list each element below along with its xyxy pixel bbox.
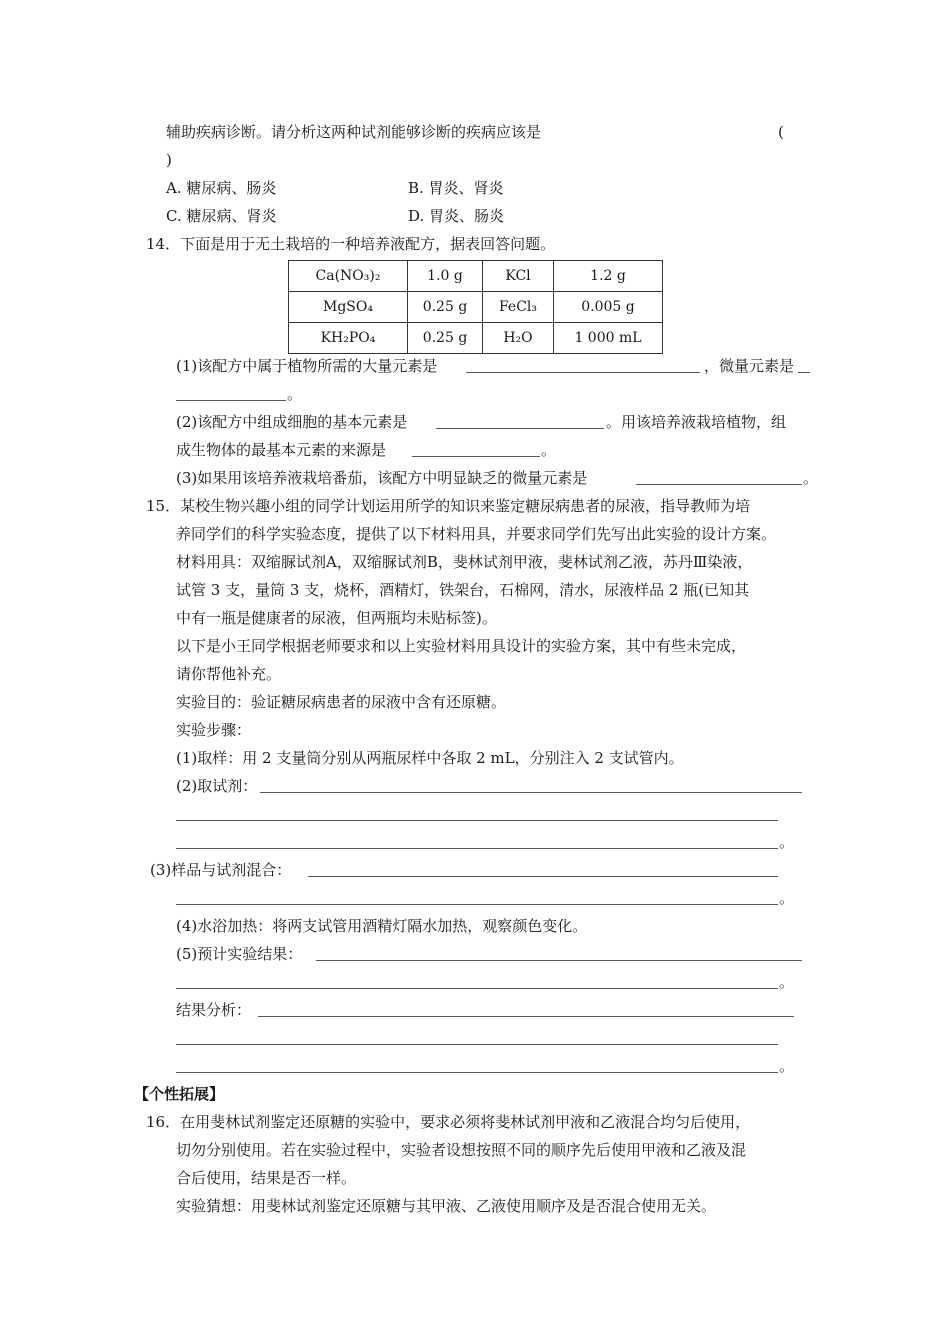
q14-sub2-text2: 。用该培养液栽培植物，组 <box>606 413 787 431</box>
q13-stem-line: 辅助疾病诊断。请分析这两种试剂能够诊断的疾病应该是 <box>166 123 542 141</box>
q16-line: 切勿分别使用。若在实验过程中，实验者设想按照不同的顺序先后使用甲液和乙液及混 <box>176 1141 747 1159</box>
q13-option-d: D. 胃炎、肠炎 <box>408 207 505 225</box>
q15-step1: (1)取样：用 2 支量筒分别从两瓶尿样中各取 2 mL，分别注入 2 支试管内。 <box>176 749 684 767</box>
q15-aim: 实验目的：验证糖尿病患者的尿液中含有还原糖。 <box>176 693 507 711</box>
period: 。 <box>779 1057 795 1075</box>
answer-blank[interactable] <box>436 428 604 429</box>
table-row <box>289 261 663 292</box>
answer-line[interactable] <box>176 820 778 821</box>
period: 。 <box>779 889 795 907</box>
answer-line[interactable] <box>176 1044 778 1045</box>
answer-line[interactable] <box>316 960 802 961</box>
q14-sub2-text3: 成生物体的最基本元素的来源是 <box>176 441 387 459</box>
q15-step2: (2)取试剂： <box>176 777 258 795</box>
table-cell: Ca(NO₃)₂ <box>289 261 408 292</box>
answer-line[interactable] <box>258 1016 794 1017</box>
table-cell: 0.005 g <box>554 292 663 323</box>
answer-blank[interactable] <box>636 484 802 485</box>
answer-line[interactable] <box>176 1072 778 1073</box>
answer-line[interactable] <box>176 988 778 989</box>
q15-step5: (5)预计实验结果： <box>176 945 303 963</box>
table-cell: 1.0 g <box>408 261 483 292</box>
q13-paren-open: ( <box>778 123 784 141</box>
q15-materials: 材料用具：双缩脲试剂A，双缩脲试剂B，斐林试剂甲液，斐林试剂乙液，苏丹Ⅲ染液， <box>176 553 753 571</box>
table-cell: FeCl₃ <box>483 292 554 323</box>
q14-sub1-text: (1)该配方中属于植物所需的大量元素是 <box>176 357 438 375</box>
q13-option-c: C. 糖尿病、肾炎 <box>166 207 277 225</box>
q14-sub1-text2: ，微量元素是 <box>704 357 795 375</box>
q13-paren-close: ) <box>166 151 172 169</box>
table-cell: 1.2 g <box>554 261 663 292</box>
table-cell: H₂O <box>483 323 554 354</box>
section-heading: 【个性拓展】 <box>134 1085 225 1103</box>
table-cell: KH₂PO₄ <box>289 323 408 354</box>
answer-line[interactable] <box>260 792 802 793</box>
q14-stem: 14．下面是用于无土栽培的一种培养液配方，据表回答问题。 <box>146 235 556 253</box>
answer-blank[interactable] <box>798 372 810 373</box>
answer-line[interactable] <box>176 848 778 849</box>
q16-hypothesis: 实验猜想：用斐林试剂鉴定还原糖与其甲液、乙液使用顺序及是否混合使用无关。 <box>176 1197 717 1215</box>
answer-blank[interactable] <box>412 456 540 457</box>
q13-option-a: A. 糖尿病、肠炎 <box>166 179 277 197</box>
table-cell: 0.25 g <box>408 323 483 354</box>
q15-line: 15．某校生物兴趣小组的同学计划运用所学的知识来鉴定糖尿病患者的尿液，指导教师为培 <box>146 497 751 515</box>
table-cell: KCl <box>483 261 554 292</box>
q15-line: 中有一瓶是健康者的尿液，但两瓶均未贴标签)。 <box>176 609 497 627</box>
q13-option-b: B. 胃炎、肾炎 <box>408 179 504 197</box>
q16-line: 合后使用，结果是否一样。 <box>176 1169 357 1187</box>
table-cell: 1 000 mL <box>554 323 663 354</box>
period: 。 <box>779 973 795 991</box>
table-cell: MgSO₄ <box>289 292 408 323</box>
answer-blank[interactable] <box>176 400 286 401</box>
q15-steps-heading: 实验步骤： <box>176 721 252 739</box>
period: 。 <box>803 469 819 487</box>
table-cell: 0.25 g <box>408 292 483 323</box>
q16-line: 16．在用斐林试剂鉴定还原糖的实验中，要求必须将斐林试剂甲液和乙液混合均匀后使用， <box>146 1113 751 1131</box>
q15-analysis: 结果分析： <box>176 1001 252 1019</box>
q15-step4: (4)水浴加热：将两支试管用酒精灯隔水加热，观察颜色变化。 <box>176 917 588 935</box>
answer-blank[interactable] <box>466 372 700 373</box>
period: 。 <box>287 385 303 403</box>
q15-line: 试管 3 支，量筒 3 支，烧杯，酒精灯，铁架台，石棉网，清水，尿液样品 2 瓶(已知其 <box>176 581 750 599</box>
table-row <box>289 292 663 323</box>
q14-sub3-text: (3)如果用该培养液栽培番茄，该配方中明显缺乏的微量元素是 <box>176 469 588 487</box>
q15-step3: (3)样品与试剂混合： <box>150 861 292 879</box>
nutrient-solution-table <box>288 260 663 354</box>
answer-line[interactable] <box>308 876 778 877</box>
q15-line: 以下是小王同学根据老师要求和以上实验材料用具设计的实验方案，其中有些未完成， <box>176 637 747 655</box>
q14-sub2-text: (2)该配方中组成细胞的基本元素是 <box>176 413 408 431</box>
q15-line: 请你帮他补充。 <box>176 665 282 683</box>
period: 。 <box>779 833 795 851</box>
table-row <box>289 323 663 354</box>
q15-line: 养同学们的科学实验态度，提供了以下材料用具，并要求同学们先写出此实验的设计方案。 <box>176 525 777 543</box>
period: 。 <box>541 441 557 459</box>
answer-line[interactable] <box>176 904 778 905</box>
